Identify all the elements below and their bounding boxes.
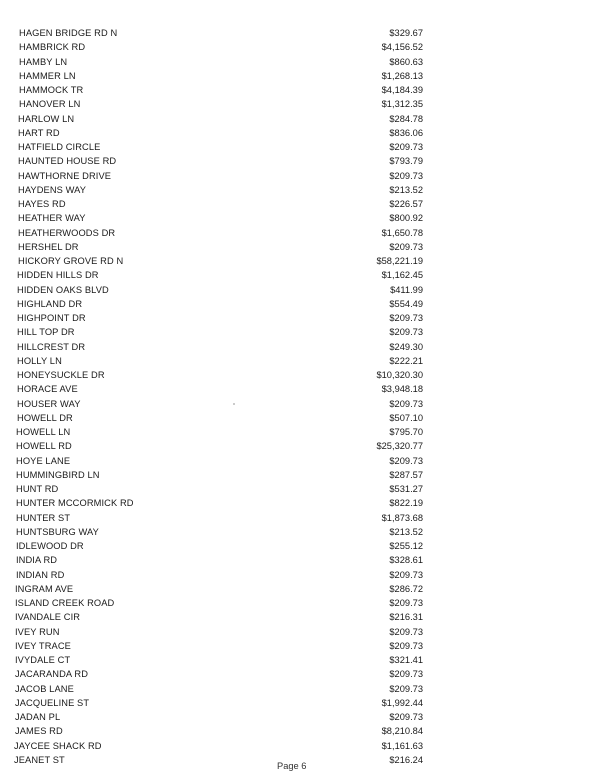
amount-value: $4,184.39 <box>381 85 423 95</box>
street-name: IVEY RUN <box>15 626 60 637</box>
amount-value: $222.21 <box>389 355 423 366</box>
street-name: HAMBRICK RD <box>19 42 86 53</box>
street-name: HAMBY LN <box>19 56 68 67</box>
street-name: HICKORY GROVE RD N <box>18 256 124 266</box>
amount-value: $209.73 <box>389 241 423 252</box>
list-item <box>0 311 600 325</box>
amount-value: $25,320.77 <box>376 441 423 452</box>
amount-value: $1,268.13 <box>381 70 423 81</box>
amount-value: $216.31 <box>389 612 423 623</box>
street-name: HEATHERWOODS DR <box>18 227 116 238</box>
street-name: HOUSER WAY <box>17 398 81 409</box>
amount-value: $328.61 <box>389 555 423 566</box>
amount-value: $209.73 <box>389 598 423 608</box>
street-name: JEANET ST <box>14 754 65 765</box>
list-item <box>0 411 600 425</box>
scan-speck <box>233 403 235 405</box>
amount-value: $1,873.68 <box>381 512 423 523</box>
amount-value: $287.57 <box>389 469 423 480</box>
street-name: ISLAND CREEK ROAD <box>15 598 115 608</box>
amount-value: $822.19 <box>389 498 423 509</box>
list-item <box>0 525 600 539</box>
amount-value: $1,312.35 <box>381 99 423 110</box>
street-name: HAYDENS WAY <box>18 184 87 195</box>
amount-value: $795.70 <box>389 427 423 437</box>
street-name: JACQUELINE ST <box>15 697 90 708</box>
street-name: HAMMER LN <box>19 70 76 81</box>
amount-value: $58,221.19 <box>376 256 423 266</box>
street-name: HART RD <box>18 127 60 138</box>
list-item <box>0 126 600 140</box>
amount-value: $209.73 <box>389 712 423 722</box>
list-item <box>0 112 600 126</box>
street-name: HERSHEL DR <box>18 241 79 252</box>
amount-value: $209.73 <box>389 142 423 152</box>
street-name: JAYCEE SHACK RD <box>14 740 102 751</box>
street-name: HAMMOCK TR <box>19 85 84 95</box>
list-item <box>0 582 600 596</box>
amount-value: $216.24 <box>389 754 423 765</box>
list-item <box>0 268 600 282</box>
list-item <box>0 169 600 183</box>
list-item <box>0 425 600 439</box>
street-name: INDIAN RD <box>16 569 65 580</box>
list-item <box>0 55 600 69</box>
amount-value: $209.73 <box>389 683 423 694</box>
list-item <box>0 240 600 254</box>
street-name: HIDDEN HILLS DR <box>17 270 99 281</box>
amount-value: $4,156.52 <box>381 42 423 53</box>
list-item <box>0 439 600 453</box>
list-item <box>0 197 600 211</box>
list-item <box>0 368 600 382</box>
street-name: HUNTER MCCORMICK RD <box>16 498 134 509</box>
list-item <box>0 539 600 553</box>
amount-value: $209.73 <box>389 569 423 580</box>
amount-value: $284.78 <box>389 113 423 124</box>
amount-value: $286.72 <box>389 583 423 594</box>
street-name: INGRAM AVE <box>15 583 74 594</box>
street-name: HORACE AVE <box>17 384 78 395</box>
street-name: HOYE LANE <box>16 455 71 466</box>
street-name: HIGHLAND DR <box>17 298 83 309</box>
list-item <box>0 468 600 482</box>
street-name: HUNT RD <box>16 484 59 494</box>
page-number: Page 6 <box>277 761 307 771</box>
amount-value: $507.10 <box>389 412 423 423</box>
list-item <box>0 496 600 510</box>
street-amount-list <box>0 26 600 767</box>
street-name: HATFIELD CIRCLE <box>18 142 101 152</box>
list-item <box>0 26 600 40</box>
list-item <box>0 254 600 268</box>
list-item <box>0 639 600 653</box>
list-item <box>0 454 600 468</box>
amount-value: $209.73 <box>389 398 423 409</box>
amount-value: $3,948.18 <box>381 384 423 395</box>
list-item <box>0 140 600 154</box>
amount-value: $209.73 <box>389 626 423 637</box>
list-item <box>0 283 600 297</box>
street-name: HIDDEN OAKS BLVD <box>17 284 109 295</box>
street-name: HONEYSUCKLE DR <box>17 370 105 380</box>
list-item <box>0 610 600 624</box>
amount-value: $213.52 <box>389 184 423 195</box>
street-name: IVYDALE CT <box>15 655 71 665</box>
list-item <box>0 596 600 610</box>
list-item <box>0 482 600 496</box>
list-item <box>0 682 600 696</box>
amount-value: $321.41 <box>389 655 423 665</box>
amount-value: $213.52 <box>389 526 423 537</box>
amount-value: $329.67 <box>389 28 423 38</box>
list-item <box>0 183 600 197</box>
street-name: HAWTHORNE DRIVE <box>18 170 112 181</box>
amount-value: $1,161.63 <box>381 740 423 751</box>
street-name: JACOB LANE <box>15 683 74 694</box>
list-item <box>0 211 600 225</box>
list-item <box>0 382 600 396</box>
amount-value: $209.73 <box>389 327 423 338</box>
street-name: JAMES RD <box>15 726 63 737</box>
list-item <box>0 724 600 738</box>
street-name: IVANDALE CIR <box>15 612 81 623</box>
street-name: HOLLY LN <box>17 355 62 366</box>
list-item <box>0 325 600 339</box>
amount-value: $226.57 <box>389 199 423 209</box>
amount-value: $1,992.44 <box>381 697 423 708</box>
amount-value: $793.79 <box>389 156 423 167</box>
street-name: HILL TOP DR <box>17 327 75 338</box>
amount-value: $249.30 <box>389 341 423 352</box>
amount-value: $531.27 <box>389 484 423 494</box>
amount-value: $209.73 <box>389 669 423 680</box>
list-item <box>0 553 600 567</box>
amount-value: $554.49 <box>389 298 423 309</box>
list-item <box>0 226 600 240</box>
list-item <box>0 739 600 753</box>
amount-value: $209.73 <box>389 313 423 323</box>
amount-value: $8,210.84 <box>381 726 423 737</box>
amount-value: $411.99 <box>390 284 423 295</box>
street-name: HOWELL LN <box>16 427 71 437</box>
street-name: HUNTSBURG WAY <box>16 526 99 537</box>
amount-value: $10,320.30 <box>376 370 423 380</box>
street-name: IDLEWOOD DR <box>16 541 84 551</box>
list-item <box>0 297 600 311</box>
list-item <box>0 397 600 411</box>
street-name: HAUNTED HOUSE RD <box>18 156 117 167</box>
street-name: HUMMINGBIRD LN <box>16 469 100 480</box>
street-name: HARLOW LN <box>18 113 75 124</box>
street-name: IVEY TRACE <box>15 640 71 651</box>
amount-value: $255.12 <box>389 541 423 551</box>
street-name: HIGHPOINT DR <box>17 313 86 323</box>
list-item <box>0 97 600 111</box>
amount-value: $209.73 <box>389 640 423 651</box>
list-item <box>0 653 600 667</box>
amount-value: $1,650.78 <box>381 227 423 238</box>
amount-value: $209.73 <box>389 170 423 181</box>
street-name: HILLCREST DR <box>17 341 86 352</box>
street-name: HAYES RD <box>18 199 66 209</box>
street-name: JADAN PL <box>15 712 61 722</box>
list-item <box>0 511 600 525</box>
street-name: INDIA RD <box>16 555 58 566</box>
amount-value: $836.06 <box>389 127 423 138</box>
street-name: HANOVER LN <box>19 99 81 110</box>
amount-value: $800.92 <box>389 213 423 224</box>
amount-value: $209.73 <box>389 455 423 466</box>
street-name: JACARANDA RD <box>15 669 89 680</box>
street-name: HUNTER ST <box>16 512 71 523</box>
list-item <box>0 667 600 681</box>
amount-value: $1,162.45 <box>381 270 423 281</box>
list-item <box>0 340 600 354</box>
list-item <box>0 83 600 97</box>
list-item <box>0 568 600 582</box>
list-item <box>0 354 600 368</box>
list-item <box>0 69 600 83</box>
list-item <box>0 696 600 710</box>
street-name: HOWELL DR <box>17 412 73 423</box>
list-item <box>0 710 600 724</box>
list-item <box>0 154 600 168</box>
street-name: HAGEN BRIDGE RD N <box>19 28 118 38</box>
street-name: HOWELL RD <box>16 441 72 452</box>
amount-value: $860.63 <box>389 56 423 67</box>
list-item <box>0 40 600 54</box>
list-item <box>0 625 600 639</box>
street-name: HEATHER WAY <box>18 213 86 224</box>
